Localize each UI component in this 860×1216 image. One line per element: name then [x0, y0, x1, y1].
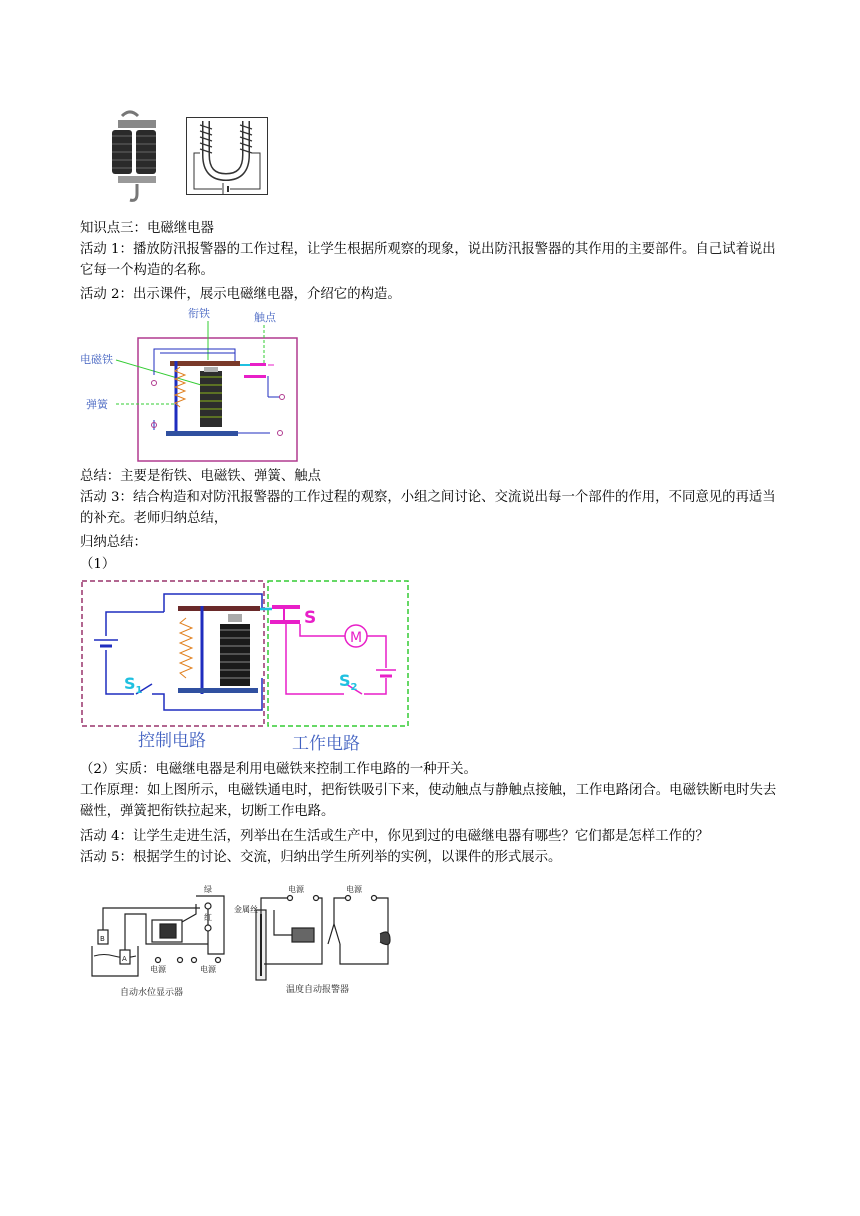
water-label-a: A [122, 955, 127, 963]
relay-structure-diagram [80, 305, 300, 465]
water-power-label-2: 电源 [200, 965, 216, 974]
water-level-caption: 自动水位显示器 [120, 988, 184, 998]
activity-1-text: 活动 1：播放防汛报警器的工作过程，让学生根据所观察的现象，说出防汛报警器的其作用的主要部件。自己试着说出它每一个构造的名称。 [80, 242, 776, 278]
temp-metal-label: 金属丝 [234, 905, 258, 914]
switch-s-label: S [304, 608, 317, 628]
relay-examples-figure [88, 884, 400, 1000]
knowledge-point-3-heading: 知识点三：电磁继电器 [80, 221, 214, 236]
control-circuit-label: 控制电路 [138, 731, 206, 751]
working-principle-text: 工作原理：如上图所示，电磁铁通电时，把衔铁吸引下来，使动触点与静触点接触，工作电路闭合。电磁铁断电时失去磁性，弹簧把衔铁拉起来，切断工作电路。 [80, 783, 777, 819]
work-circuit-label: 工作电路 [292, 734, 360, 754]
water-label-red: 红 [204, 913, 212, 922]
summary-text: 总结：主要是衔铁、电磁铁、弹簧、触点 [80, 469, 322, 484]
water-label-b: B [100, 935, 105, 943]
label-contact: 触点 [254, 311, 276, 324]
induction-heading: 归纳总结： [80, 535, 147, 550]
activity-2-text: 活动 2：出示课件，展示电磁继电器，介绍它的构造。 [80, 287, 401, 302]
label-electromagnet: 电磁铁 [80, 353, 113, 366]
activity-3-text: 活动 3：结合构造和对防汛报警器的工作过程的观察，小组之间讨论、交流说出每一个部件的作用，不同意见的再适当的补充。老师归纳总结， [80, 490, 776, 526]
temp-power-label-1: 电源 [288, 885, 304, 894]
water-power-label-1: 电源 [150, 965, 166, 974]
activity-5-text: 活动 5：根据学生的讨论、交流，归纳出学生所列举的实例，以课件的形式展示。 [80, 850, 562, 865]
temperature-alarm-diagram [256, 896, 390, 981]
switch-s1-label: $S_1$ [124, 674, 143, 696]
water-level-display-diagram [92, 896, 224, 976]
switch-s2-label: $S_2$ [339, 671, 358, 693]
motor-label: M [349, 630, 363, 646]
u-shaped-electromagnet-diagram [186, 117, 268, 195]
water-label-green: 绿 [204, 885, 212, 894]
item-2-text: （2）实质：电磁继电器是利用电磁铁来控制工作电路的一种开关。 [80, 762, 477, 777]
label-spring: 弹簧 [86, 398, 108, 411]
label-armature: 衔铁 [188, 307, 210, 320]
activity-4-text: 活动 4：让学生走进生活，列举出在生活或生产中，你见到过的电磁继电器有哪些？它们都是怎样工作的？ [80, 829, 709, 844]
control-work-circuit-diagram [80, 578, 414, 756]
temp-power-label-2: 电源 [346, 885, 362, 894]
temperature-alarm-caption: 温度自动报警器 [286, 985, 350, 995]
item-1-label: （1） [80, 557, 116, 572]
